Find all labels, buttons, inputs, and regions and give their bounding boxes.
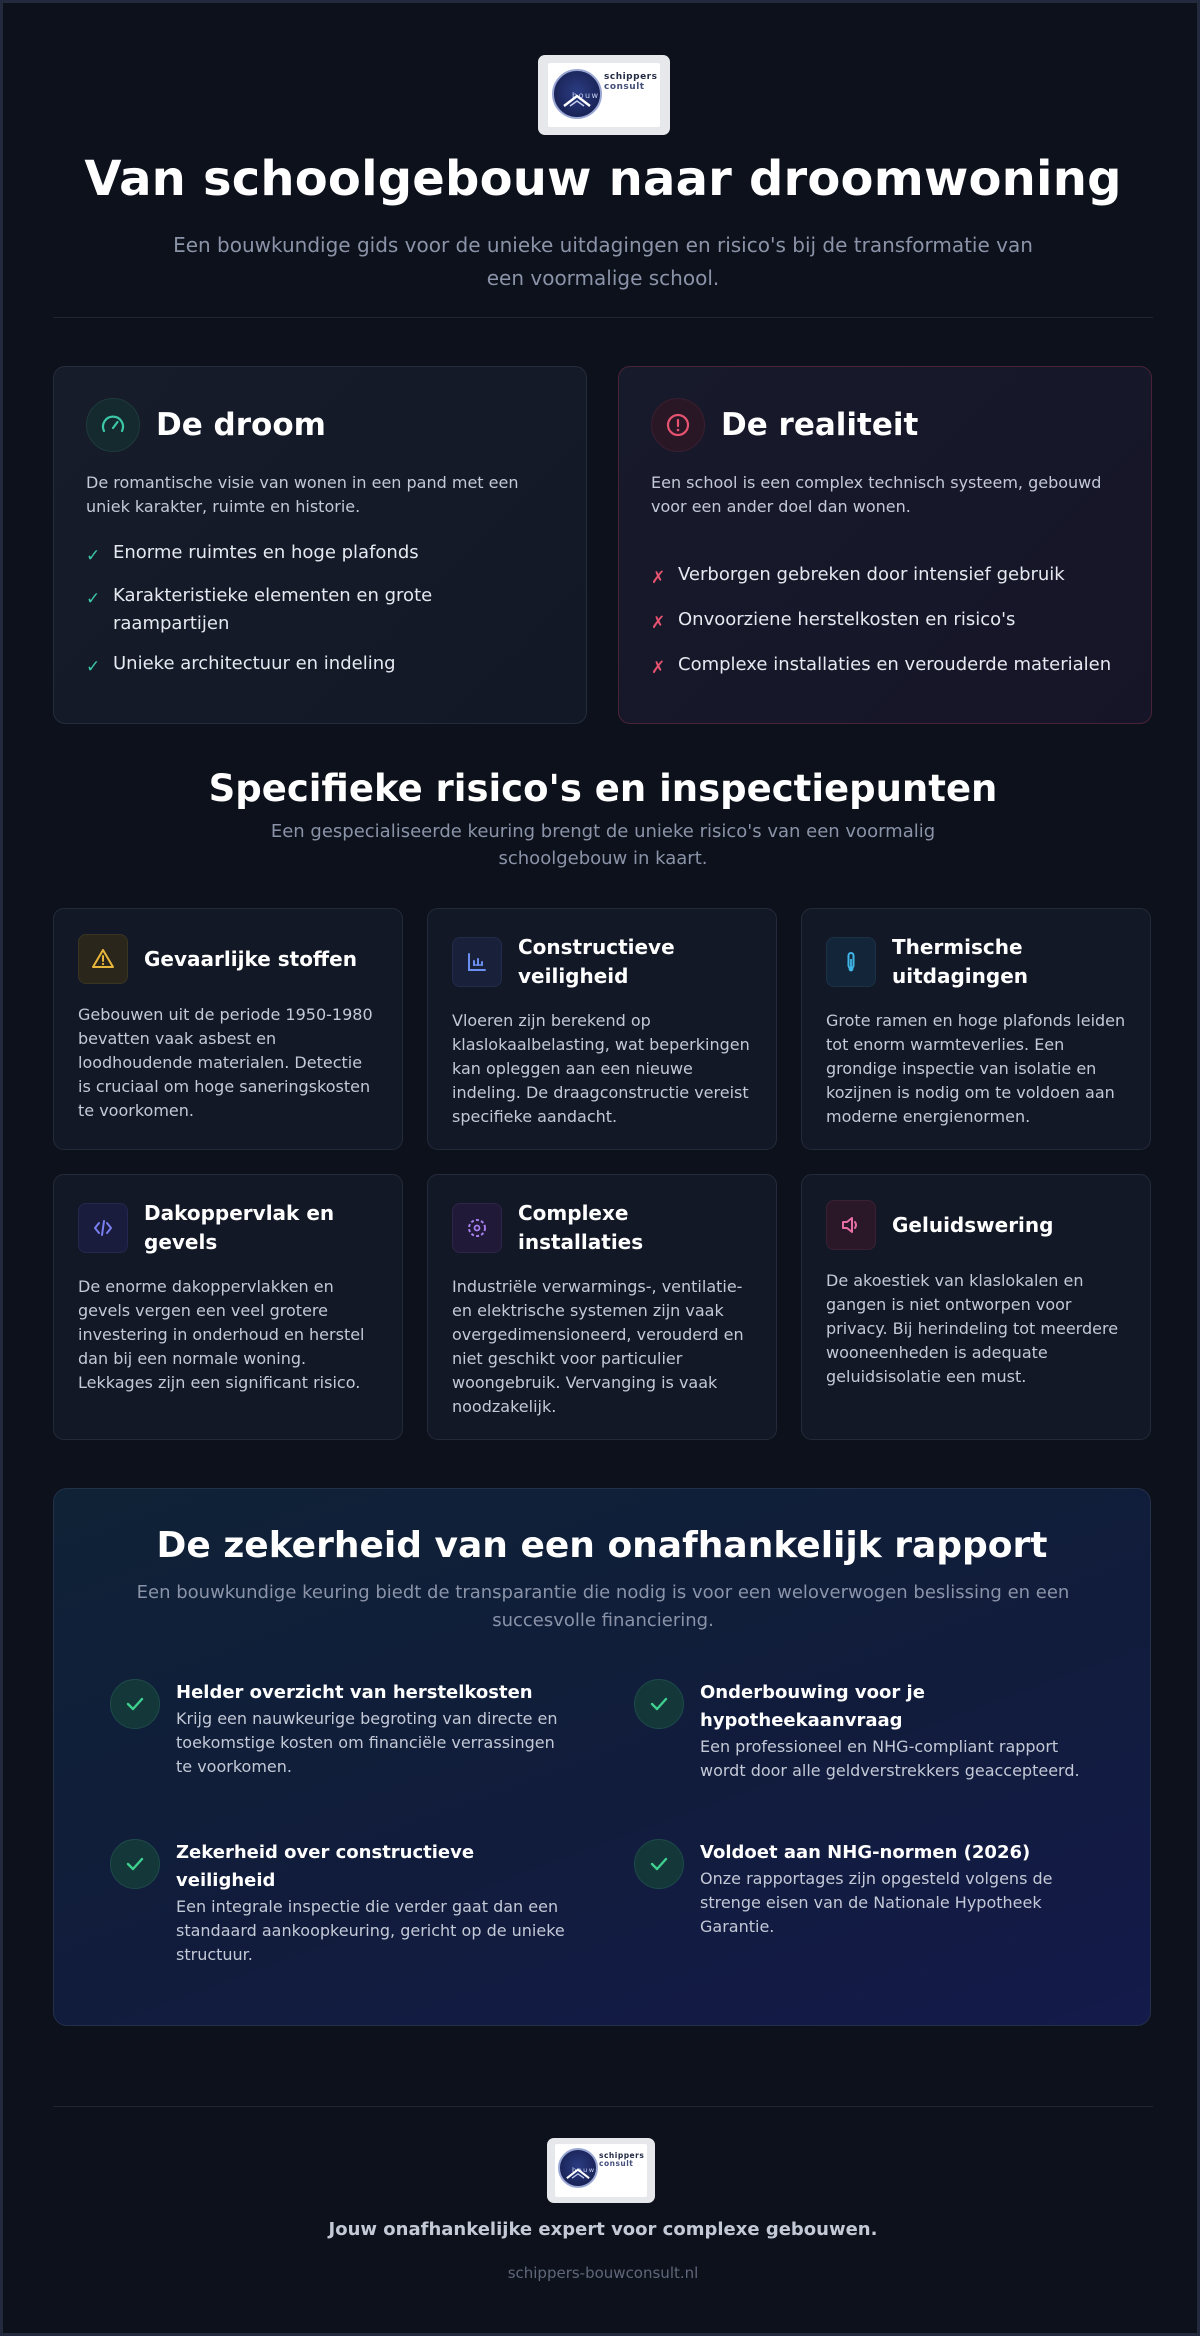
- risk-card-installations: [427, 1174, 777, 1440]
- benefit-text: Onze rapportages zijn opgesteld volgens de strenge eisen van de Nationale Hypotheek Garantie.: [700, 1869, 1053, 1936]
- warning-triangle-icon: [78, 934, 128, 984]
- check-icon: ✓: [86, 546, 101, 566]
- logo-inner: [555, 2144, 647, 2197]
- logo-bouw-text: bouw: [572, 91, 600, 100]
- risks-subtitle: Een gespecialiseerde keuring brengt de unieke risico's van een voormalig schoolgebouw in kaart.: [270, 821, 936, 869]
- logo-bouw-text: bouw: [572, 2166, 596, 2174]
- list-item: [651, 606, 1119, 637]
- roof-icon: [566, 2167, 590, 2179]
- risk-card-sound: [801, 1174, 1151, 1440]
- cross-icon: ✗: [651, 613, 666, 633]
- reality-text: Een school is een complex technisch systeem, gebouwd voor een ander doel dan wonen.: [651, 473, 1102, 516]
- list-item: [651, 651, 1119, 682]
- logo-emblem: [552, 69, 602, 119]
- benefit-text: Krijg een nauwkeurige begroting van directe en toekomstige kosten om financiële verrassingen te voorkomen.: [176, 1709, 558, 1776]
- divider: [53, 317, 1153, 318]
- gauge-icon: [86, 398, 140, 452]
- risk-title: Thermische uitdagingen: [892, 935, 1028, 988]
- dream-text: De romantische visie van wonen in een pand met een uniek karakter, ruimte en historie.: [86, 473, 519, 516]
- benefit-text: Een professioneel en NHG-compliant rapport wordt door alle geldverstrekkers geaccepteerd.: [700, 1737, 1080, 1780]
- logo-name-text: schippers: [604, 72, 658, 82]
- risk-title: Dakoppervlak en gevels: [144, 1201, 335, 1254]
- check-icon: ✓: [86, 589, 101, 609]
- risk-card-roof: [53, 1174, 403, 1440]
- reality-title: De realiteit: [721, 407, 919, 443]
- roof-icon: [563, 93, 591, 107]
- logo-emblem: [558, 2148, 598, 2188]
- list-item: [86, 650, 554, 681]
- footer-url-link[interactable]: schippers-bouwconsult.nl: [507, 2264, 699, 2282]
- logo-consult-text: consult: [599, 2159, 634, 2168]
- risk-title: Constructieve veiligheid: [518, 935, 675, 988]
- risk-text: De enorme dakoppervlakken en gevels vergen een veel grotere investering in onderhoud en herstel dan bij een normale woning. Lekkages zijn een significant risico.: [78, 1277, 365, 1392]
- dream-title: De droom: [156, 407, 326, 443]
- list-item: [86, 539, 554, 570]
- list-item-text: Complexe installaties en verouderde materialen: [678, 654, 1112, 675]
- dream-card: [53, 366, 587, 724]
- risk-card-structural: [427, 908, 777, 1150]
- risk-text: Industriële verwarmings-, ventilatie- en elektrische systemen zijn vaak overgedimensioneerd, verouderd en niet geschikt voor particulier woongebruik. Vervanging is vaak noodzakelijk.: [452, 1277, 744, 1416]
- report-subtitle: Een bouwkundige keuring biedt de transparantie die nodig is voor een weloverwogen beslissing en een succesvolle financiering.: [136, 1582, 1070, 1631]
- check-icon: [634, 1839, 684, 1889]
- benefit-item: [634, 1679, 1094, 1783]
- page-subtitle: Een bouwkundige gids voor de unieke uitdagingen en risico's bij de transformatie van een voormalige school.: [173, 233, 1033, 290]
- list-item-text: Karakteristieke elementen en grote raampartijen: [113, 585, 433, 634]
- logo-consult-text: consult: [604, 82, 645, 92]
- list-item: [86, 582, 554, 638]
- thermometer-icon: [826, 937, 876, 987]
- logo-inner: [548, 63, 660, 127]
- risks-title: Specifieke risico's en inspectiepunten: [208, 767, 998, 810]
- divider: [53, 2106, 1153, 2107]
- logo[interactable]: [538, 55, 670, 135]
- page-title: Van schoolgebouw naar droomwoning: [84, 151, 1122, 207]
- benefit-item: [110, 1839, 570, 1967]
- benefit-text: Een integrale inspectie die verder gaat dan een standaard aankoopkeuring, gericht op de unieke structuur.: [176, 1897, 565, 1964]
- list-item: [651, 561, 1119, 592]
- dream-list: [86, 539, 554, 681]
- list-item-text: Verborgen gebreken door intensief gebruik: [678, 564, 1065, 585]
- risk-text: Vloeren zijn berekend op klaslokaalbelasting, wat beperkingen kan opleggen aan een nieuwe indeling. De draagconstructie vereist specifieke aandacht.: [452, 1011, 750, 1126]
- cross-icon: ✗: [651, 658, 666, 678]
- check-icon: [110, 1839, 160, 1889]
- benefit-title: Voldoet aan NHG-normen (2026): [700, 1842, 1031, 1863]
- check-icon: [634, 1679, 684, 1729]
- report-title: De zekerheid van een onafhankelijk rapport: [156, 1525, 1048, 1566]
- risk-text: De akoestiek van klaslokalen en gangen is niet ontworpen voor privacy. Bij herindeling tot meerdere wooneenheden is adequate geluidsisolatie een must.: [826, 1271, 1119, 1386]
- code-brackets-icon: [78, 1203, 128, 1253]
- logo-name-text: schippers: [599, 2151, 645, 2160]
- reality-list: [651, 561, 1119, 682]
- list-item-text: Unieke architectuur en indeling: [113, 653, 396, 674]
- alert-circle-icon: [651, 398, 705, 452]
- benefit-title: Helder overzicht van herstelkosten: [176, 1682, 533, 1703]
- risk-title: Complexe installaties: [518, 1201, 644, 1254]
- risk-title: Gevaarlijke stoffen: [144, 946, 357, 971]
- speaker-icon: [826, 1200, 876, 1250]
- benefit-title: Zekerheid over constructieve veiligheid: [176, 1842, 475, 1891]
- risk-card-hazardous: [53, 908, 403, 1150]
- risk-title: Geluidswering: [892, 1212, 1054, 1237]
- check-icon: ✓: [86, 657, 101, 677]
- list-item-text: Enorme ruimtes en hoge plafonds: [113, 542, 419, 563]
- risk-text: Gebouwen uit de periode 1950-1980 bevatten vaak asbest en loodhoudende materialen. Detectie is cruciaal om hoge saneringskosten te voorkomen.: [78, 1005, 373, 1120]
- benefit-title: Onderbouwing voor je hypotheekaanvraag: [700, 1682, 925, 1731]
- gear-dashed-icon: [452, 1203, 502, 1253]
- footer-tagline: Jouw onafhankelijke expert voor complexe gebouwen.: [328, 2219, 878, 2240]
- report-section: [53, 1488, 1151, 2026]
- benefit-item: [634, 1839, 1094, 1939]
- reality-card: [618, 366, 1152, 724]
- risk-card-thermal: [801, 908, 1151, 1150]
- list-item-text: Onvoorziene herstelkosten en risico's: [678, 609, 1016, 630]
- benefit-item: [110, 1679, 570, 1779]
- risk-text: Grote ramen en hoge plafonds leiden tot enorm warmteverlies. Een grondige inspectie van isolatie en kozijnen is nodig om te voldoen aan moderne energienormen.: [826, 1011, 1126, 1126]
- structure-icon: [452, 937, 502, 987]
- footer-logo[interactable]: [547, 2138, 655, 2203]
- check-icon: [110, 1679, 160, 1729]
- cross-icon: ✗: [651, 568, 666, 588]
